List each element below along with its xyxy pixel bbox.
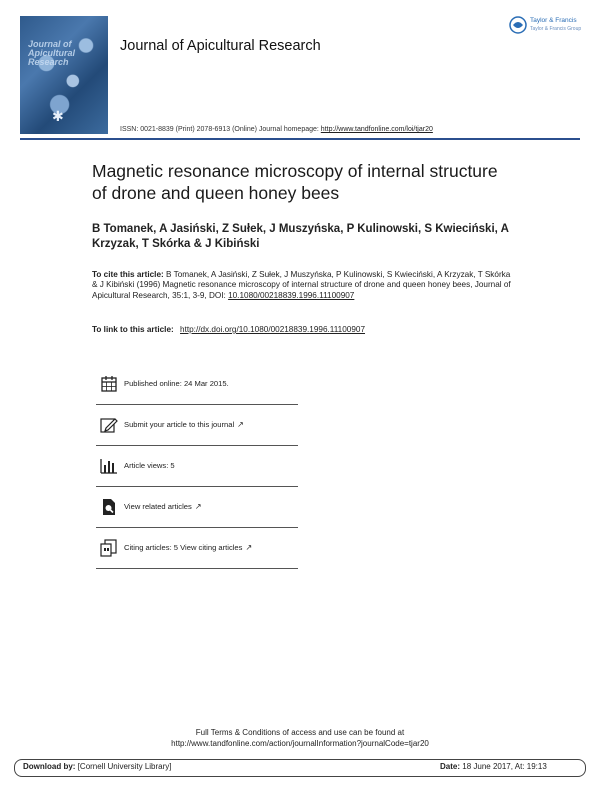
download-date-label: Date: [440, 762, 461, 771]
published-online-row [96, 364, 298, 405]
download-date-value: 18 June 2017, At: 19:13 [462, 762, 547, 771]
publisher-logo-icon [508, 15, 528, 35]
terms-notice [0, 728, 600, 749]
bar-chart-icon [100, 457, 118, 475]
citation-block [92, 270, 512, 301]
article-link-line [92, 325, 365, 334]
calendar-icon [100, 375, 118, 393]
article-link-label: To link to this article: [92, 325, 174, 334]
external-link-icon: ↗ [194, 502, 202, 511]
related-articles-label: View related articles [124, 502, 192, 511]
related-articles-link[interactable] [124, 502, 202, 511]
issn-line [120, 126, 433, 133]
article-views-row [96, 446, 298, 487]
article-doi-link[interactable]: http://dx.doi.org/10.1080/00218839.1996.11100907 [180, 325, 366, 334]
submit-article-row[interactable] [96, 405, 298, 446]
magnifier-icon [100, 498, 118, 516]
citing-articles-row[interactable] [96, 528, 298, 569]
article-title: Magnetic resonance microscopy of internal structure of drone and queen honey bees [92, 161, 498, 203]
terms-line: Full Terms & Conditions of access and use can be found at [195, 728, 405, 737]
terms-url-link[interactable]: http://www.tandfonline.com/action/journalInformation?journalCode=tjar20 [171, 738, 429, 748]
header-divider [20, 138, 580, 140]
cover-logo-icon: ✱ [52, 108, 64, 124]
citing-articles-link[interactable] [124, 543, 252, 552]
citation-text: B Tomanek, A Jasiński, Z Sułek, J Muszyńska, P Kulinowski, S Kwieciński, A Krzyzak, T Skórka & J Kibiński (1996) Magnetic resonance microscopy of internal structure of drone and queen honey bees, Journal of Apicultural Research, 35:1, 3-9, DOI: [92, 270, 511, 300]
submit-article-label: Submit your article to this journal [124, 420, 235, 429]
downloaded-by [23, 762, 172, 771]
external-link-icon: ↗ [237, 420, 244, 429]
citation-doi-link[interactable]: 10.1080/00218839.1996.11100907 [228, 290, 355, 300]
journal-homepage-link[interactable]: http://www.tandfonline.com/loi/tjar20 [320, 126, 433, 133]
downloaded-by-label: Download by: [23, 762, 76, 771]
publisher-name: Taylor & Francis [530, 17, 577, 24]
citing-articles-label: Citing articles: 5 View citing articles [124, 543, 243, 552]
downloaded-by-value: [Cornell University Library] [77, 762, 172, 771]
publisher-group: Taylor & Francis Group [530, 26, 582, 32]
publisher-logo[interactable] [508, 15, 584, 37]
article-authors: B Tomanek, A Jasiński, Z Sułek, J Muszyńska, P Kulinowski, S Kwieciński, A Krzyzak, T Skórka & J Kibiński [92, 223, 509, 250]
issn-text: ISSN: 0021-8839 (Print) 2078-6913 (Online) Journal homepage: [120, 126, 319, 133]
article-views-label: Article views: 5 [124, 461, 175, 470]
download-date [440, 762, 547, 771]
journal-cover-image [20, 16, 108, 134]
citation-label: To cite this article: [92, 270, 164, 279]
related-articles-row[interactable] [96, 487, 298, 528]
article-info-box [96, 364, 298, 570]
journal-name[interactable]: Journal of Apicultural Research [120, 38, 321, 54]
pencil-icon [100, 416, 118, 434]
submit-article-link[interactable] [124, 420, 244, 429]
citing-icon [100, 539, 118, 557]
download-info-bar [14, 759, 586, 777]
external-link-icon: ↗ [245, 543, 253, 552]
cover-title: Journal of Apicultural Research [28, 39, 76, 67]
published-online-label: Published online: 24 Mar 2015. [124, 379, 229, 388]
